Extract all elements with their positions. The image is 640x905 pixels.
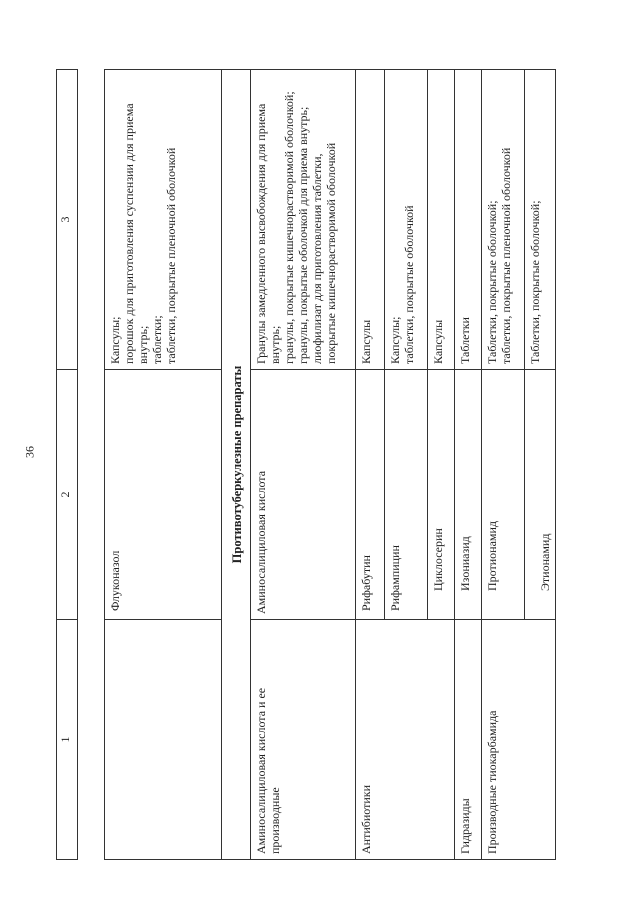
drug-cell: Рифабутин xyxy=(356,370,385,620)
forms-cell xyxy=(105,70,222,370)
page-number: 36 xyxy=(22,446,37,458)
form-line: Таблетки xyxy=(458,317,472,364)
forms-cell xyxy=(428,70,455,370)
table-row xyxy=(482,70,525,860)
table-row xyxy=(105,70,222,860)
form-line: лиофилизат для приготовления таблетки, xyxy=(310,153,324,364)
form-line: Капсулы xyxy=(431,319,445,364)
table-row xyxy=(356,70,385,860)
drug-cell: Циклосерин xyxy=(428,370,455,620)
form-line: гранулы, покрытые кишечнорастворимой оболочкой; xyxy=(282,91,296,364)
header-col-2: 2 xyxy=(57,370,78,620)
forms-cell xyxy=(525,70,556,370)
drug-table xyxy=(56,69,556,860)
form-line: таблетки; xyxy=(150,315,164,364)
form-line: Капсулы xyxy=(359,319,373,364)
form-line: таблетки, покрытые пленочной оболочкой xyxy=(164,147,178,364)
form-line: таблетки, покрытые пленочной оболочкой xyxy=(499,147,513,364)
form-line: покрытые кишечнорастворимой оболочкой xyxy=(324,142,338,364)
group-cell: Антибиотики xyxy=(356,620,455,860)
forms-cell xyxy=(482,70,525,370)
forms-cell xyxy=(251,70,356,370)
rotated-page-content xyxy=(56,70,596,860)
header-gap xyxy=(78,70,105,860)
forms-cell xyxy=(356,70,385,370)
form-line: Гранулы замедленного высвобождения для приема внутрь; xyxy=(254,103,282,364)
drug-cell: Изониазид xyxy=(455,370,482,620)
form-line: гранулы, покрытые оболочкой для приема внутрь; xyxy=(296,106,310,364)
header-col-1: 1 xyxy=(57,620,78,860)
section-title: Противотуберкулезные препараты xyxy=(222,70,251,860)
section-row xyxy=(222,70,251,860)
drug-cell: Этионамид xyxy=(525,370,556,620)
form-line: Капсулы; xyxy=(108,316,122,364)
table-row xyxy=(455,70,482,860)
table-row xyxy=(251,70,356,860)
group-cell: Гидразиды xyxy=(455,620,482,860)
form-line: Таблетки, покрытые оболочкой; xyxy=(528,200,542,364)
header-row xyxy=(57,70,78,860)
drug-cell: Протионамид xyxy=(482,370,525,620)
form-line: порошок для приготовления суспензии для приема внутрь; xyxy=(122,103,150,364)
form-line: Таблетки, покрытые оболочкой; xyxy=(485,200,499,364)
group-cell xyxy=(105,620,222,860)
drug-cell: Флуконазол xyxy=(105,370,222,620)
header-col-3: 3 xyxy=(57,70,78,370)
forms-cell xyxy=(455,70,482,370)
group-cell: Производные тиокарбамида xyxy=(482,620,556,860)
forms-cell xyxy=(385,70,428,370)
form-line: Капсулы; xyxy=(388,316,402,364)
drug-cell: Аминосалициловая кислота xyxy=(251,370,356,620)
form-line: таблетки, покрытые оболочкой xyxy=(402,205,416,364)
group-cell: Аминосалициловая кислота и ее производные xyxy=(251,620,356,860)
drug-cell: Рифампицин xyxy=(385,370,428,620)
